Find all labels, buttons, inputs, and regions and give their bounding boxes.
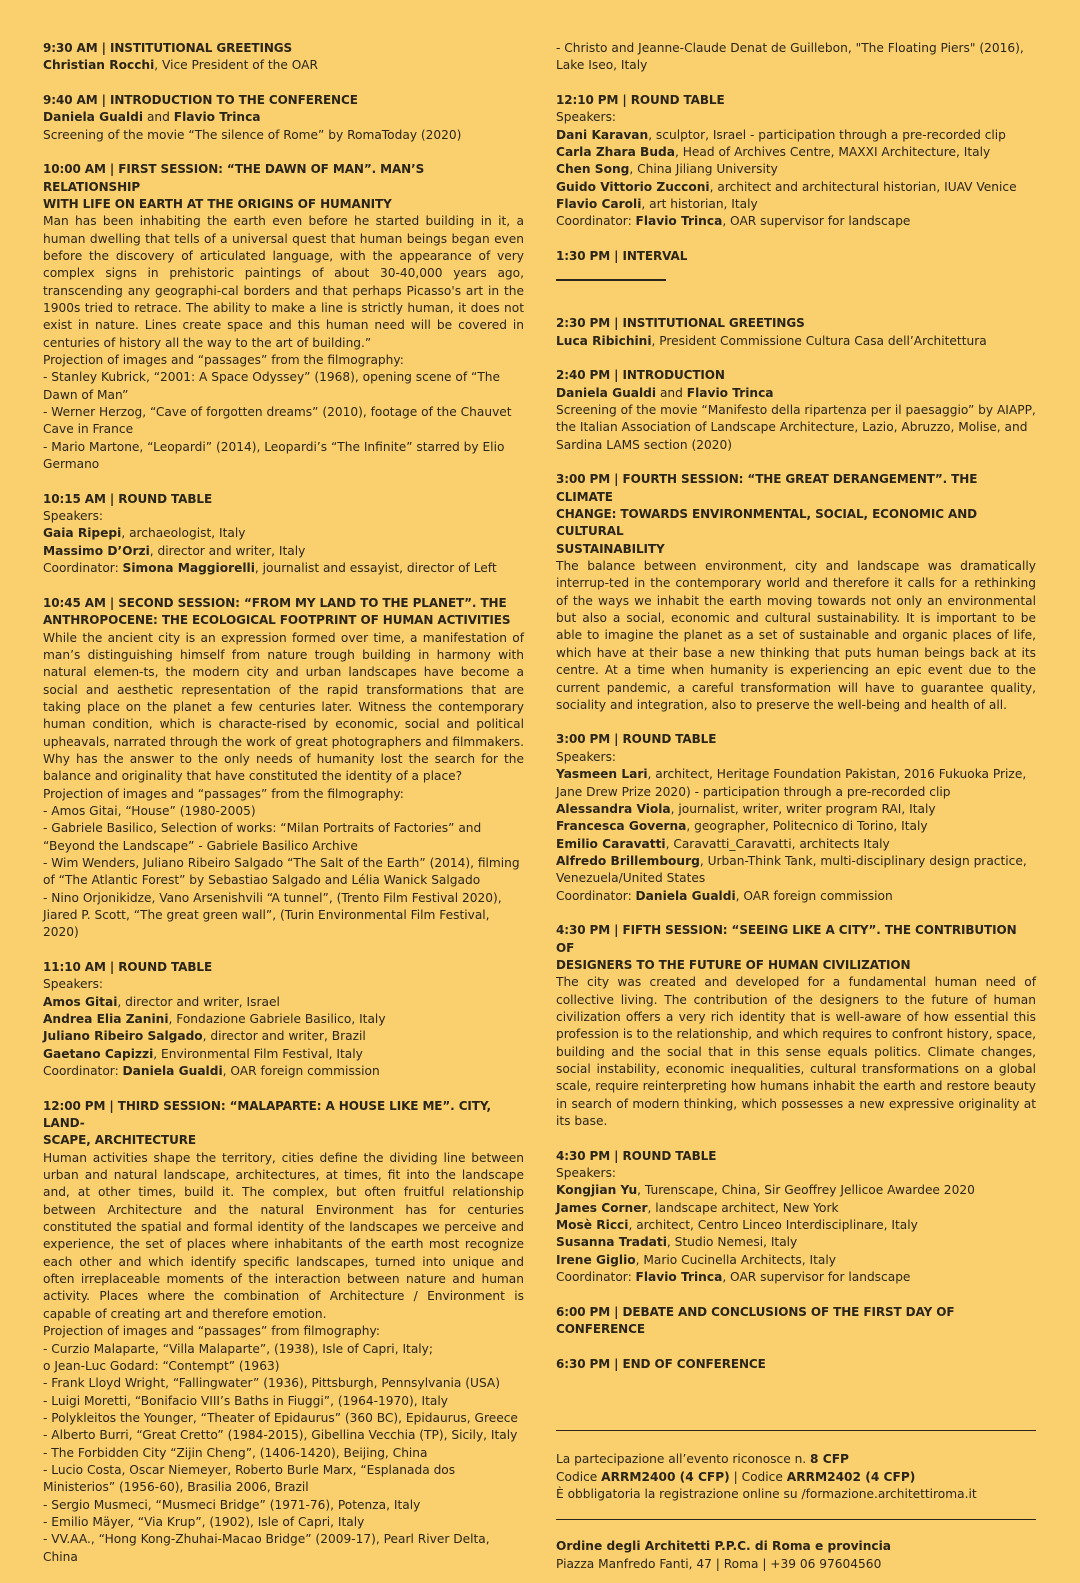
text-line (43, 1341, 524, 1358)
text-line (556, 109, 1036, 126)
text-span: , sculptor, Israel - participation through a pre-recorded clip (648, 127, 1006, 142)
organizer-info (556, 1538, 1036, 1573)
text-line (43, 543, 524, 560)
program-block (556, 731, 1036, 904)
text-line (556, 1182, 1036, 1199)
program-block (556, 367, 1036, 454)
text-line (43, 890, 524, 942)
text-span: - Luigi Moretti, “Bonifacio VIII’s Baths in Fiuggi”, (1964-1970), Italy (43, 1393, 448, 1408)
text-line (43, 1063, 524, 1080)
text-span: - Curzio Malaparte, “Villa Malaparte”, (1938), Isle of Capri, Italy; (43, 1341, 433, 1356)
text-span: - Gabriele Basilico, Selection of works: “Milan Portraits of Factories” and “Beyond the Landscape” - Gabriele Basilico Archive (43, 821, 482, 853)
session-heading: 4:30 PM | FIFTH SESSION: “SEEING LIKE A CITY”. THE CONTRIBUTION OF (556, 923, 1017, 955)
program-block (556, 92, 1036, 231)
text-line (556, 766, 1036, 801)
text-line (43, 525, 524, 542)
text-span: Projection of images and “passages” from filmography: (43, 1324, 380, 1339)
speaker-name: ARRM2400 (4 CFP) (601, 1469, 730, 1484)
text-line (43, 1462, 524, 1497)
speaker-name: Ordine degli Architetti P.P.C. di Roma e provincia (556, 1539, 892, 1554)
text-line (43, 109, 524, 126)
program-left-column (43, 40, 524, 1583)
text-line (43, 1393, 524, 1410)
speaker-name: Christian Rocchi (43, 58, 155, 73)
text-line (43, 1514, 524, 1531)
interval-divider (556, 279, 666, 281)
text-line (43, 127, 524, 144)
text-span: , Studio Nemesi, Italy (666, 1235, 798, 1250)
session-description: The city was created and developed for a fundamental human need of collective living. The contribution of the designers to the future of human civilization offers a very rich identity that is well-aware of how essential this profession is to the relationship, and which requires to confront history, space, building and the social that in this sense equals politics. Climate changes, social instability, economic inequalities, cultural transformations on a global scale, require reinterpreting how humans inhabit the earth and restore beauty in search of modern thinking, which possesses a new expressive originality at its base. (556, 975, 1036, 1128)
speaker-name: Dani Karavan (556, 127, 649, 142)
text-line (556, 836, 1036, 853)
text-span: Piazza Manfredo Fanti, 47 | Roma | +39 06 97604560 (556, 1556, 882, 1571)
text-span: | Codice (729, 1469, 787, 1484)
text-line (556, 1234, 1036, 1251)
text-line (43, 57, 524, 74)
text-line (43, 352, 524, 369)
text-span: , Urban-Think Tank, multi-disciplinary design practice, Venezuela/United States (556, 853, 1027, 886)
speaker-name: 8 CFP (810, 1452, 849, 1467)
session-heading: 10:45 AM | SECOND SESSION: “FROM MY LAND TO THE PLANET”. THE (43, 595, 507, 610)
text-line (43, 1427, 524, 1444)
text-span: Projection of images and “passages” from the filmography: (43, 786, 404, 801)
speaker-name: James Corner (556, 1200, 648, 1215)
text-line (43, 404, 524, 439)
program-block (556, 1148, 1036, 1287)
text-span: - Nino Orjonikidze, Vano Arsenishvili “A tunnel”, (Trento Film Festival 2020), Jiared P. Scott, “The great green wall”, (Turin Environmental Film Festival, 2020) (43, 890, 502, 940)
text-line (556, 1165, 1036, 1182)
text-line (43, 1011, 524, 1028)
text-span: - VV.AA., “Hong Kong-Zhuhai-Macao Bridge” (2009-17), Pearl River Delta, China (43, 1532, 490, 1564)
text-span: , landscape architect, New York (647, 1200, 839, 1215)
program-right-bottom (556, 315, 1036, 1373)
text-line (43, 1375, 524, 1392)
text-line (43, 855, 524, 890)
session-description: The balance between environment, city and landscape was dramatically interrup-ted in the contemporary world and therefore it calls for a rethinking of the ways we inhabit the earth moving towards not only an environmental but also a social, economic and cultural sustainability. It is important to be able to imagine the planet as a set of sustainable and organic places of life, which have at their base a new thinking that puts human beings back at its centre. At a time when humanity is experiencing an epic event due to the current pandemic, a careful transformation will have to guarantee quality, sociality and integration, also to preserve the well-being and health of all. (556, 559, 1036, 712)
session-heading: 2:30 PM | INSTITUTIONAL GREETINGS (556, 316, 805, 331)
text-span: - The Forbidden City “Zijin Cheng”, (1406-1420), Beijing, China (43, 1445, 428, 1460)
text-line (43, 976, 524, 993)
text-line (556, 196, 1036, 213)
text-line (556, 853, 1036, 888)
program-block (556, 471, 1036, 714)
text-line (43, 1410, 524, 1427)
text-line (556, 1556, 1036, 1573)
text-span: and (656, 385, 687, 400)
speaker-name: Luca Ribichini (556, 333, 652, 348)
text-span: - Lucio Costa, Oscar Niemeyer, Roberto Burle Marx, “Esplanada dos Ministerios” (1956-60), Brasilia 2006, Brazil (43, 1462, 456, 1495)
speaker-name: Susanna Tradati (556, 1235, 667, 1250)
session-heading: 6:00 PM | DEBATE AND CONCLUSIONS OF THE FIRST DAY OF CONFERENCE (556, 1304, 955, 1337)
text-span: La partecipazione all’evento riconosce n. (556, 1452, 811, 1467)
text-line (556, 749, 1036, 766)
speaker-name: Yasmeen Lari (556, 767, 648, 782)
text-span: Screening of the movie “Manifesto della ripartenza per il paesaggio” by AIAPP, the Italian Association of Landscape Architecture, Lazio, Abruzzo, Molise, and Sardina LAMS section (2020) (556, 403, 1036, 452)
text-span: , Fondazione Gabriele Basilico, Italy (168, 1012, 386, 1027)
text-span: Speakers: (43, 509, 104, 524)
text-span: - Amos Gitai, “House” (1980-2005) (43, 803, 256, 818)
speaker-name: Mosè Ricci (556, 1218, 629, 1233)
text-span: - Christo and Jeanne-Claude Denat de Guillebon, "The Floating Piers" (2016), Lake Iseo, Italy (556, 41, 1024, 73)
text-span: , director and writer, Brazil (202, 1029, 366, 1044)
session-heading: SCAPE, ARCHITECTURE (43, 1133, 196, 1148)
text-line (43, 1497, 524, 1514)
text-span: and (143, 110, 174, 125)
program-block (556, 315, 1036, 350)
session-heading: 11:10 AM | ROUND TABLE (43, 959, 213, 974)
text-span: Coordinator: (556, 1270, 636, 1285)
text-span: , director and writer, Israel (117, 994, 280, 1009)
text-line (43, 1323, 524, 1340)
text-span: Coordinator: (43, 1064, 123, 1079)
session-heading: 1:30 PM | INTERVAL (556, 249, 688, 264)
program-block (556, 248, 1036, 265)
session-heading: 10:15 AM | ROUND TABLE (43, 491, 213, 506)
text-span: , director and writer, Italy (149, 543, 306, 558)
session-heading: SUSTAINABILITY (556, 541, 665, 556)
text-span: - Wim Wenders, Juliano Ribeiro Salgado “The Salt of the Earth” (2014), filming of “The Atlantic Forest” by Sebastiao Salgado and Lélia Wanick Salgado (43, 855, 520, 888)
text-span: Speakers: (556, 110, 617, 125)
speaker-name: Daniela Gualdi (122, 1064, 223, 1079)
text-line (43, 560, 524, 577)
text-line (556, 144, 1036, 161)
text-span: Screening of the movie “The silence of Rome” by RomaToday (2020) (43, 127, 462, 142)
text-span: - Mario Martone, “Leopardi” (2014), Leopardi’s “The Infinite” starred by Elio Germano (43, 439, 505, 472)
speaker-name: Juliano Ribeiro Salgado (43, 1029, 203, 1044)
text-line (43, 820, 524, 855)
program-block (43, 161, 524, 473)
speaker-name: Chen Song (556, 162, 630, 177)
text-span: , architect, Heritage Foundation Pakistan, 2016 Fukuoka Prize, Jane Drew Prize 2020) - participation through a pre-recorded clip (556, 767, 1027, 799)
text-span: Coordinator: (556, 888, 636, 903)
speaker-name: Andrea Elia Zanini (43, 1012, 169, 1027)
speaker-name: Alessandra Viola (556, 801, 671, 816)
text-line (43, 1046, 524, 1063)
text-line (556, 1217, 1036, 1234)
text-line (556, 127, 1036, 144)
text-span: , Vice President of the OAR (154, 58, 318, 73)
text-span: , journalist, writer, writer program RAI, Italy (670, 801, 936, 816)
speaker-name: Flavio Trinca (635, 214, 723, 229)
text-span: , OAR foreign commission (735, 888, 893, 903)
text-span: È obbligatoria la registrazione online su /formazione.architettiroma.it (556, 1487, 977, 1501)
text-line (556, 1200, 1036, 1217)
session-description: Man has been inhabiting the earth even before he started building in it, a human dwelling that tells of a universal quest that human beings began even before the discovery of articulated language, with the appearance of very complex signs in prehistoric paintings of about 30-40,000 years ago, transcending any geographi-cal borders and that perhaps Picasso's art in the 1900s tried to retrace. The ability to make a line is strictly human, it does not exist in nature. Lines create space and this human need will be covered in centuries of history all the way to the art of building.” (43, 214, 524, 350)
text-span: Speakers: (556, 749, 617, 764)
text-line (43, 994, 524, 1011)
text-line (556, 1269, 1036, 1286)
text-line (43, 439, 524, 474)
speaker-name: Flavio Trinca (686, 385, 774, 400)
text-span: Coordinator: (43, 561, 123, 576)
text-line (556, 40, 1036, 75)
text-line (556, 1469, 1036, 1486)
program-block (43, 959, 524, 1080)
text-span: - Alberto Burri, “Great Cretto” (1984-2015), Gibellina Vecchia (TP), Sicily, Italy (43, 1428, 518, 1443)
program-block (43, 92, 524, 144)
text-line (43, 1445, 524, 1462)
text-span: , journalist and essayist, director of Left (254, 561, 497, 576)
text-span: o Jean-Luc Godard: “Contempt” (1963) (43, 1358, 280, 1373)
speaker-name: Amos Gitai (43, 994, 118, 1009)
speaker-name: Gaia Ripepi (43, 526, 122, 541)
text-line (556, 402, 1036, 454)
session-heading: CHANGE: TOWARDS ENVIRONMENTAL, SOCIAL, ECONOMIC AND CULTURAL (556, 507, 977, 539)
program-block (43, 1098, 524, 1566)
text-line (556, 818, 1036, 835)
text-span: , archaeologist, Italy (121, 526, 246, 541)
text-span: , OAR supervisor for landscape (722, 1270, 911, 1285)
text-span: - Werner Herzog, “Cave of forgotten dreams” (2010), footage of the Chauvet Cave in France (43, 405, 512, 437)
program-block (556, 1356, 1036, 1373)
program-right-column (556, 40, 1036, 1573)
text-line (556, 385, 1036, 402)
text-span: , OAR foreign commission (222, 1064, 380, 1079)
session-description: While the ancient city is an expression formed over time, a manifestation of man’s distinguishing himself from nature trough building in harmony with natural elemen-ts, the modern city and urban landscapes have become a social and aesthetic representation of the rapid transformations that are taking place on the planet a few centuries later. Witness the contemporary human condition, which is characte-rised by economic, social and political upheavals, narrated through the work of great photographers and filmmakers. Why has the answer to the only needs of humanity lost the search for the balance and originality that have constituted the identity of a place? (43, 630, 524, 784)
session-heading: WITH LIFE ON EARTH AT THE ORIGINS OF HUMANITY (43, 197, 392, 211)
text-span: - Frank Lloyd Wright, “Fallingwater” (1936), Pittsburgh, Pennsylvania (USA) (43, 1376, 500, 1391)
speaker-name: Alfredo Brillembourg (556, 853, 700, 868)
text-line (556, 161, 1036, 178)
text-line (556, 213, 1036, 230)
text-line (556, 333, 1036, 350)
text-span: , Caravatti_Caravatti, architects Italy (665, 836, 890, 851)
speaker-name: Kongjian Yu (556, 1183, 638, 1198)
text-span: , Environmental Film Festival, Italy (153, 1046, 363, 1061)
program-block (556, 1304, 1036, 1339)
text-line (43, 1028, 524, 1045)
program-right-top (556, 40, 1036, 265)
text-span: Codice (556, 1469, 602, 1484)
speaker-name: Massimo D’Orzi (43, 543, 150, 558)
session-heading: 10:00 AM | FIRST SESSION: “THE DAWN OF MAN”. MAN’S RELATIONSHIP (43, 162, 425, 194)
session-heading: 3:00 PM | ROUND TABLE (556, 732, 717, 747)
text-span: Projection of images and “passages” from the filmography: (43, 353, 404, 368)
text-span: - Sergio Musmeci, “Musmeci Bridge” (1971-76), Potenza, Italy (43, 1497, 421, 1512)
text-span: , Turenscape, China, Sir Geoffrey Jellicoe Awardee 2020 (637, 1183, 975, 1198)
text-span: , Head of Archives Centre, MAXXI Architecture, Italy (674, 145, 991, 160)
text-line (556, 1451, 1036, 1468)
session-heading: 3:00 PM | FOURTH SESSION: “THE GREAT DERANGEMENT”. THE CLIMATE (556, 472, 978, 504)
text-line (43, 1531, 524, 1566)
speaker-name: Francesca Governa (556, 819, 687, 834)
program-block (556, 40, 1036, 75)
text-span: , architect, Centro Linceo Interdisciplinare, Italy (628, 1218, 918, 1233)
text-span: - Stanley Kubrick, “2001: A Space Odyssey” (1968), opening scene of “The Dawn of Man” (43, 370, 501, 402)
session-heading: DESIGNERS TO THE FUTURE OF HUMAN CIVILIZATION (556, 957, 911, 972)
text-span: , architect and architectural historian, IUAV Venice (709, 179, 1017, 194)
program-block (43, 491, 524, 578)
text-span: Coordinator: (556, 214, 636, 229)
program-block (43, 595, 524, 942)
text-line (43, 803, 524, 820)
speaker-name: Emilio Caravatti (556, 836, 666, 851)
text-span: , President Commissione Cultura Casa dell’Architettura (651, 333, 987, 348)
text-line (43, 369, 524, 404)
text-line (556, 1252, 1036, 1269)
text-span: , geographer, Politecnico di Torino, Italy (686, 819, 928, 834)
session-heading: 9:40 AM | INTRODUCTION TO THE CONFERENCE (43, 92, 358, 107)
speaker-name: Flavio Trinca (635, 1270, 723, 1285)
speaker-name: Gaetano Capizzi (43, 1046, 154, 1061)
session-heading: 6:30 PM | END OF CONFERENCE (556, 1356, 766, 1371)
text-span: , China Jiliang University (629, 162, 778, 177)
text-span: , Mario Cucinella Architects, Italy (635, 1252, 836, 1267)
cfp-info (556, 1451, 1036, 1503)
text-line (556, 1486, 1036, 1503)
text-line (43, 1358, 524, 1375)
speaker-name: ARRM2402 (4 CFP) (786, 1469, 916, 1484)
session-heading: 12:00 PM | THIRD SESSION: “MALAPARTE: A HOUSE LIKE ME”. CITY, LAND- (43, 1098, 491, 1131)
text-span: , art historian, Italy (641, 197, 758, 212)
text-span: - Emilio Mäyer, “Via Krup”, (1902), Isle of Capri, Italy (43, 1514, 365, 1529)
text-line (556, 801, 1036, 818)
text-line (556, 179, 1036, 196)
session-heading: ANTHROPOCENE: THE ECOLOGICAL FOOTPRINT OF HUMAN ACTIVITIES (43, 613, 511, 628)
speaker-name: Guido Vittorio Zucconi (556, 179, 710, 194)
program-block (43, 40, 524, 75)
text-line (43, 508, 524, 525)
text-span: Speakers: (43, 977, 104, 992)
text-span: Speakers: (556, 1165, 617, 1180)
speaker-name: Irene Giglio (556, 1252, 636, 1267)
speaker-name: Simona Maggiorelli (122, 561, 255, 576)
speaker-name: Daniela Gualdi (43, 110, 144, 125)
session-heading: 4:30 PM | ROUND TABLE (556, 1148, 717, 1163)
program-block (556, 922, 1036, 1130)
session-heading: 12:10 PM | ROUND TABLE (556, 92, 725, 107)
session-heading: 9:30 AM | INSTITUTIONAL GREETINGS (43, 41, 293, 55)
speaker-name: Daniela Gualdi (635, 888, 736, 903)
speaker-name: Carla Zhara Buda (556, 145, 675, 160)
speaker-name: Flavio Caroli (556, 197, 642, 212)
text-line (43, 786, 524, 803)
text-span: - Polykleitos the Younger, “Theater of Epidaurus” (360 BC), Epidaurus, Greece (43, 1410, 518, 1425)
text-line (556, 888, 1036, 905)
text-span: , OAR supervisor for landscape (722, 214, 911, 229)
session-heading: 2:40 PM | INTRODUCTION (556, 368, 725, 383)
text-line (556, 1538, 1036, 1555)
speaker-name: Daniela Gualdi (556, 385, 657, 400)
speaker-name: Flavio Trinca (173, 110, 261, 125)
session-description: Human activities shape the territory, cities define the dividing line between urban and natural landscape, architectures, at times, fit into the landscape and, at other times, build it. The complex, but often fruitful relationship between Architecture and the natural Environment has for centuries constituted the spatial and formal identity of the landscapes we perceive and experience, the set of places where inhabitants of the earth most recognize each other and which identify specific landscapes, turned into unique and often irreplaceable moments of the interaction between nature and human activity. Places where the combination of Architecture / Environment is capable of creating art and therefore emotion. (43, 1150, 524, 1321)
